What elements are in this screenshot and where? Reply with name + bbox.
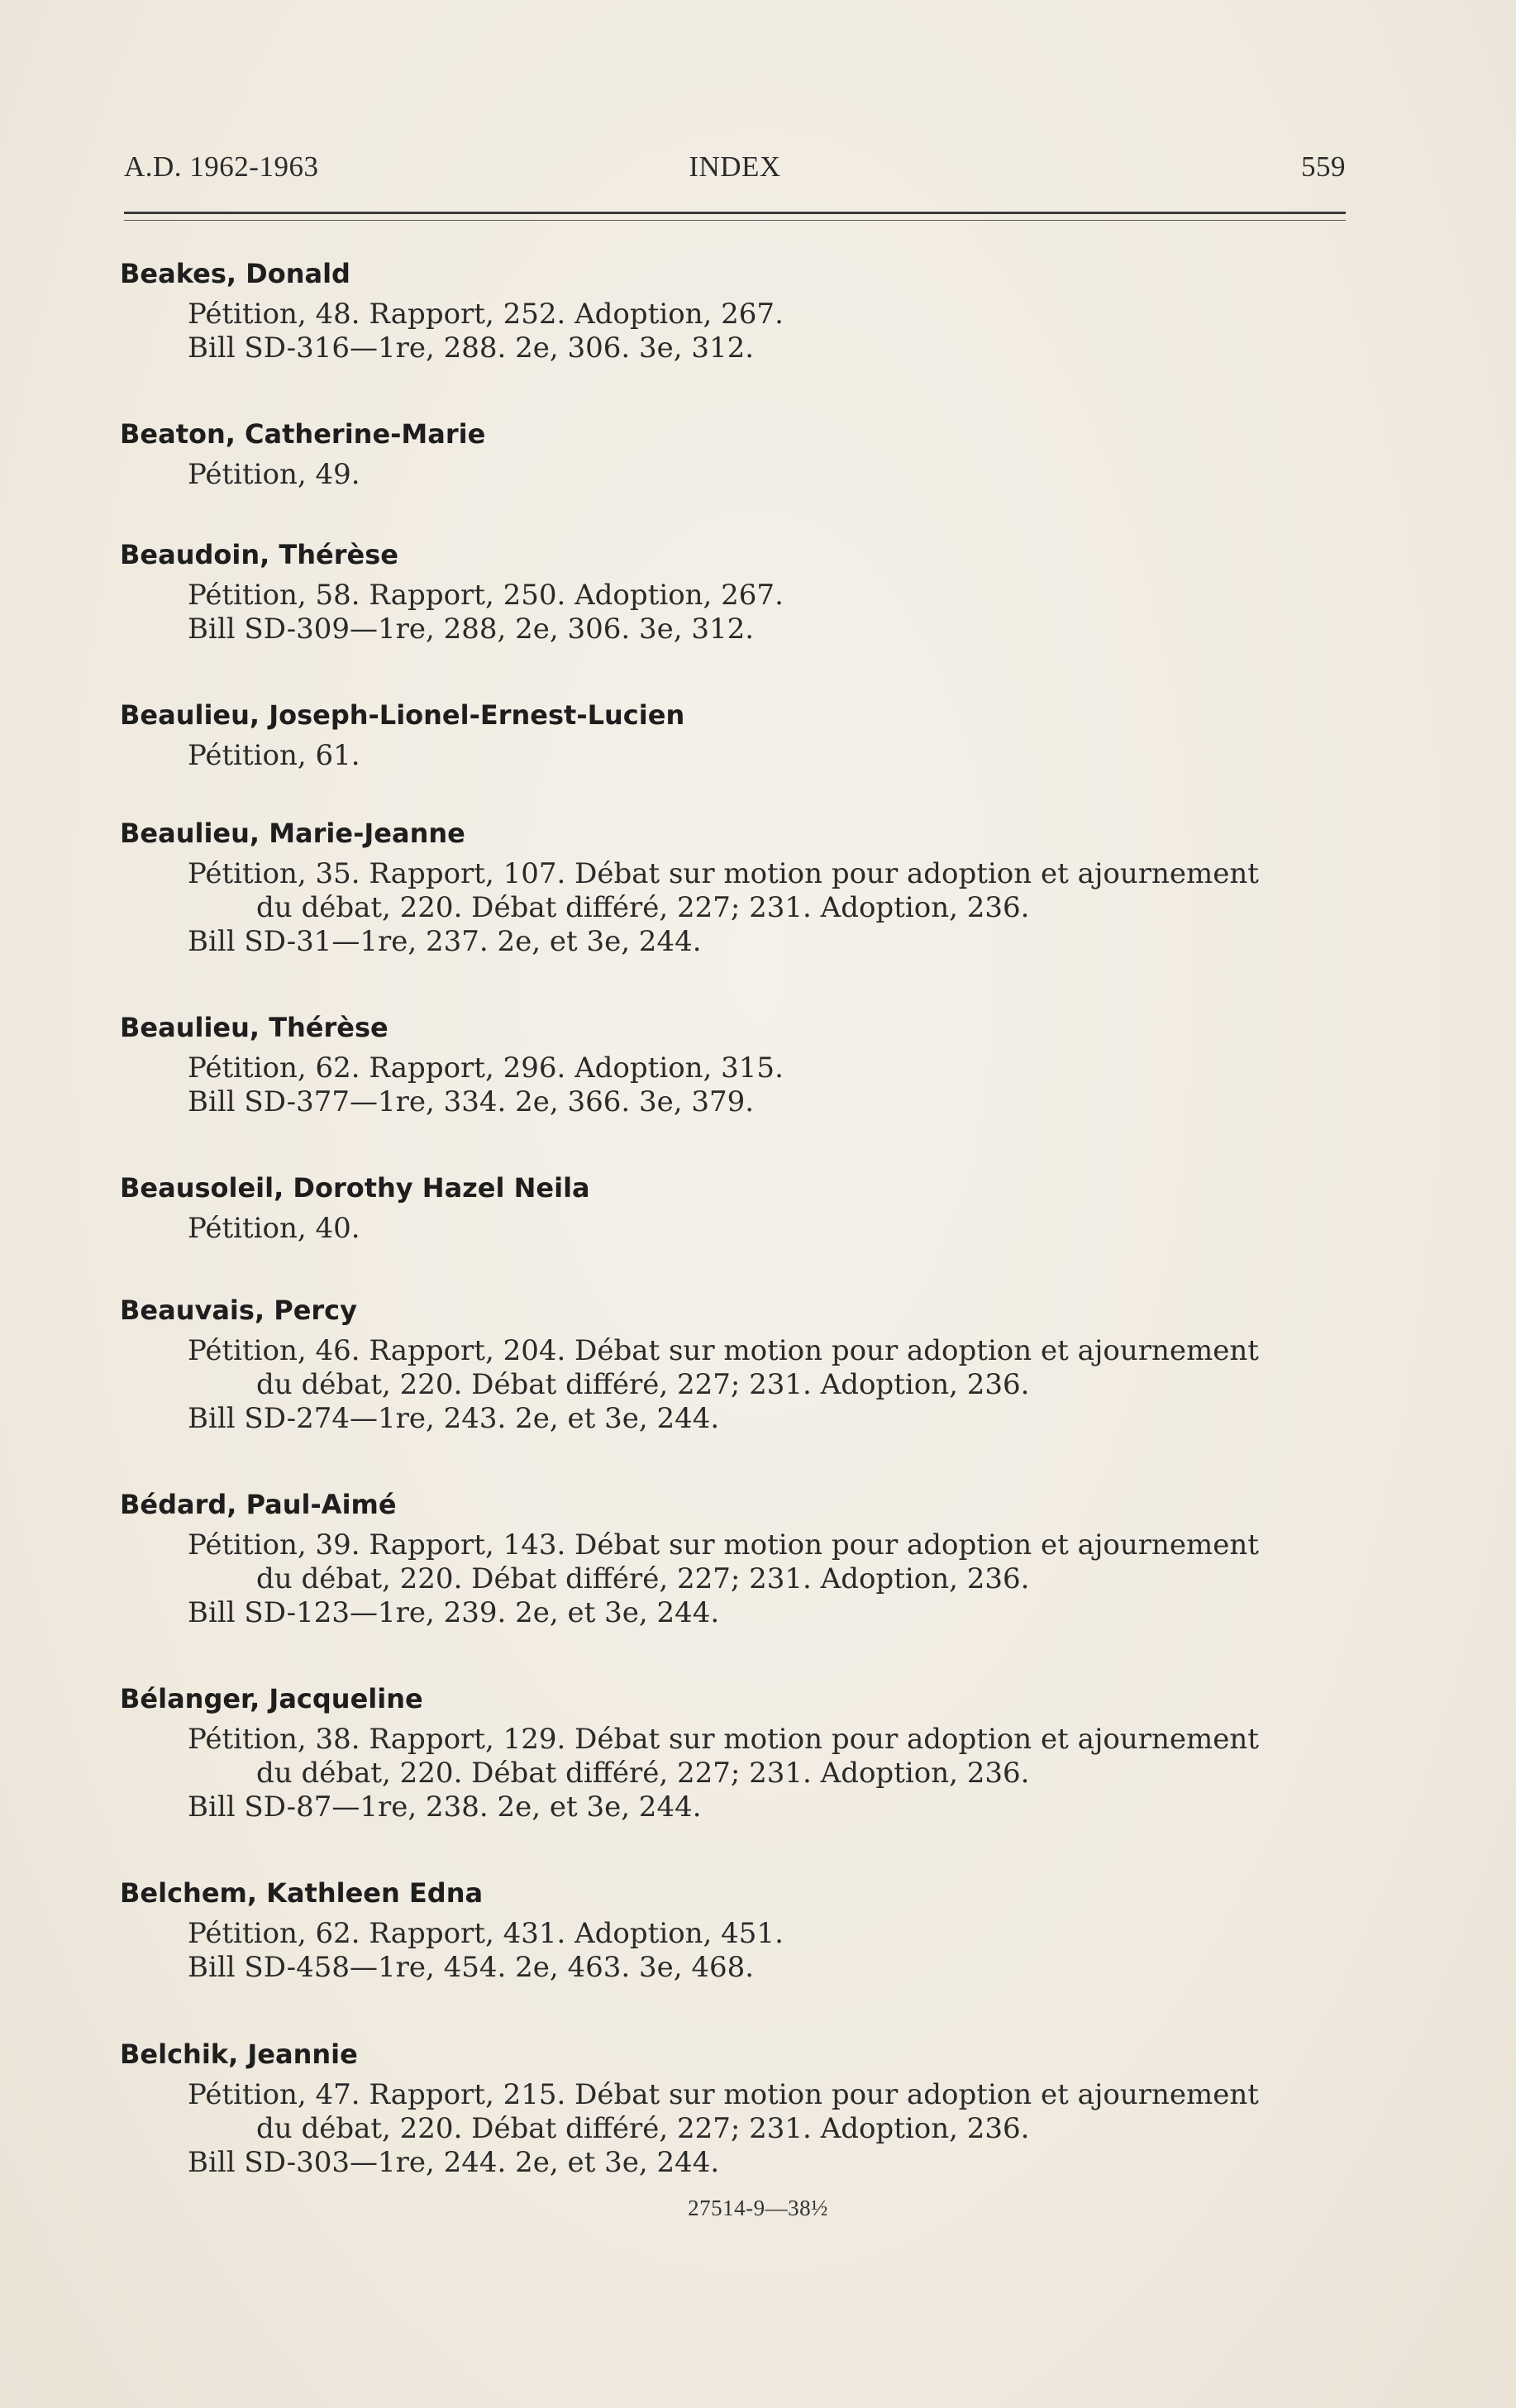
- entry-bill: Bill SD-377—1re, 334. 2e, 366. 3e, 379.: [188, 1085, 755, 1118]
- entry-line: Pétition, 35. Rapport, 107. Débat sur motion pour adoption et ajournement: [188, 857, 1259, 890]
- entry-name: Bélanger, Jacqueline: [120, 1683, 423, 1714]
- index-entry: [120, 415, 1352, 536]
- header-title: INDEX: [689, 150, 781, 183]
- entry-name: Belchem, Kathleen Edna: [120, 1877, 484, 1909]
- entry-name: Beauvais, Percy: [120, 1295, 357, 1326]
- entry-name: Beaulieu, Joseph-Lionel-Ernest-Lucien: [120, 699, 685, 731]
- entry-bill: Bill SD-303—1re, 244. 2e, et 3e, 244.: [188, 2146, 720, 2179]
- index-entry: [120, 1169, 1352, 1291]
- entry-line-continued: du débat, 220. Débat différé, 227; 231. Adoption, 236.: [256, 891, 1030, 924]
- entry-line: Pétition, 46. Rapport, 204. Débat sur motion pour adoption et ajournement: [188, 1334, 1259, 1367]
- entry-line-continued: du débat, 220. Débat différé, 227; 231. Adoption, 236.: [256, 2112, 1030, 2145]
- entry-line: Pétition, 47. Rapport, 215. Débat sur motion pour adoption et ajournement: [188, 2078, 1259, 2111]
- header-rule-thin: [124, 220, 1346, 221]
- entry-bill: Bill SD-274—1re, 243. 2e, et 3e, 244.: [188, 1402, 720, 1435]
- entry-name: Belchik, Jeannie: [120, 2038, 358, 2070]
- entry-bill: Bill SD-87—1re, 238. 2e, et 3e, 244.: [188, 1791, 702, 1824]
- index-entry: [120, 696, 1352, 814]
- entry-line: Pétition, 58. Rapport, 250. Adoption, 267.: [188, 579, 784, 612]
- index-entry: [120, 536, 1352, 696]
- index-entry: [120, 1008, 1352, 1169]
- print-signature: 27514-9—38½: [688, 2196, 828, 2220]
- entry-line-continued: du débat, 220. Débat différé, 227; 231. Adoption, 236.: [256, 1757, 1030, 1790]
- entry-line: Pétition, 49.: [188, 458, 360, 491]
- entry-line: Pétition, 48. Rapport, 252. Adoption, 267.: [188, 298, 784, 331]
- index-entry: [120, 1874, 1352, 2035]
- entry-bill: Bill SD-31—1re, 237. 2e, et 3e, 244.: [188, 925, 702, 958]
- entry-name: Beaudoin, Thérèse: [120, 539, 398, 570]
- entry-bill: Bill SD-309—1re, 288, 2e, 306. 3e, 312.: [188, 613, 755, 646]
- index-entries: [120, 255, 1352, 2229]
- entry-bill: Bill SD-123—1re, 239. 2e, et 3e, 244.: [188, 1596, 720, 1629]
- index-entry: [120, 255, 1352, 415]
- entry-name: Bédard, Paul-Aimé: [120, 1489, 397, 1520]
- entry-name: Beaton, Catherine-Marie: [120, 418, 486, 450]
- entry-line-continued: du débat, 220. Débat différé, 227; 231. Adoption, 236.: [256, 1368, 1030, 1401]
- entry-name: Beausoleil, Dorothy Hazel Neila: [120, 1172, 590, 1204]
- entry-line: Pétition, 38. Rapport, 129. Débat sur motion pour adoption et ajournement: [188, 1723, 1259, 1756]
- entry-name: Beaulieu, Marie-Jeanne: [120, 818, 465, 849]
- entry-line: Pétition, 61.: [188, 739, 360, 772]
- entry-name: Beakes, Donald: [120, 258, 350, 289]
- entry-bill: Bill SD-316—1re, 288. 2e, 306. 3e, 312.: [188, 331, 755, 365]
- entry-line-continued: du débat, 220. Débat différé, 227; 231. Adoption, 236.: [256, 1562, 1030, 1595]
- running-head: [124, 150, 1346, 192]
- entry-line: Pétition, 62. Rapport, 296. Adoption, 315.: [188, 1051, 784, 1085]
- index-entry: [120, 1485, 1352, 1680]
- index-entry: [120, 1291, 1352, 1485]
- index-entry: [120, 814, 1352, 1008]
- header-year-range: A.D. 1962-1963: [124, 150, 319, 183]
- header-rule-thick: [124, 212, 1346, 214]
- entry-line: Pétition, 40.: [188, 1212, 360, 1245]
- entry-line: Pétition, 62. Rapport, 431. Adoption, 451.: [188, 1917, 784, 1950]
- index-entry: [120, 1680, 1352, 1874]
- entry-line: Pétition, 39. Rapport, 143. Débat sur motion pour adoption et ajournement: [188, 1528, 1259, 1562]
- entry-name: Beaulieu, Thérèse: [120, 1012, 389, 1043]
- page-number: 559: [1301, 150, 1346, 183]
- entry-bill: Bill SD-458—1re, 454. 2e, 463. 3e, 468.: [188, 1951, 755, 1984]
